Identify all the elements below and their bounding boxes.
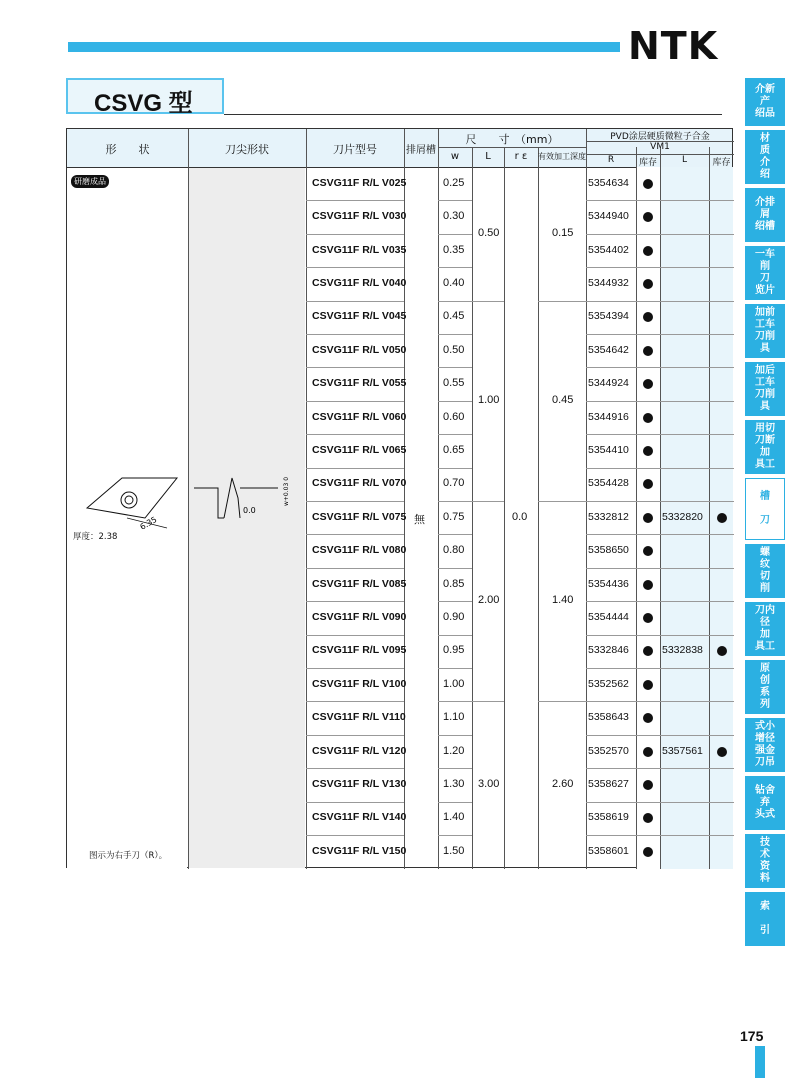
stock-R-dot xyxy=(643,446,653,456)
R-code-cell: 5358627 xyxy=(588,777,629,790)
stock-R-dot xyxy=(643,413,653,423)
w-cell: 0.60 xyxy=(443,410,465,423)
nav-item[interactable]: 用切 刀断 加 具工 xyxy=(745,420,785,474)
row-line xyxy=(306,768,404,769)
w-cell: 1.30 xyxy=(443,777,465,790)
row-line xyxy=(306,200,404,201)
row-line xyxy=(438,234,472,235)
R-code-cell: 5358619 xyxy=(588,811,629,824)
nav-item[interactable]: 加前 工车 刀削 具 xyxy=(745,304,785,358)
header-stockR: 库存 xyxy=(638,158,657,168)
R-code-cell: 5358643 xyxy=(588,711,629,724)
row-line xyxy=(586,835,734,836)
w-cell: 0.30 xyxy=(443,210,465,223)
row-line xyxy=(306,468,404,469)
col-divider xyxy=(586,129,587,869)
header-w: w xyxy=(450,151,460,162)
L-group-cell: 2.00 xyxy=(478,594,500,607)
model-cell: CSVG11F R/L V045 xyxy=(312,310,407,323)
row-line xyxy=(306,234,404,235)
row-line xyxy=(586,468,734,469)
model-cell: CSVG11F R/L V110 xyxy=(312,711,406,724)
row-line xyxy=(438,701,472,702)
nav-item[interactable]: 材 质 介 绍 xyxy=(745,130,785,184)
model-cell: CSVG11F R/L V065 xyxy=(312,443,407,456)
row-line xyxy=(586,234,734,235)
stock-R-dot xyxy=(643,279,653,289)
R-code-cell: 5354436 xyxy=(588,577,629,590)
row-line xyxy=(438,802,472,803)
row-line xyxy=(306,501,404,502)
stock-R-dot xyxy=(643,513,653,523)
model-cell: CSVG11F R/L V025 xyxy=(312,176,407,189)
row-line xyxy=(438,267,472,268)
nav-item[interactable]: 螺 纹 切 削 xyxy=(745,544,785,598)
header-chip: 排屑槽 xyxy=(406,145,436,156)
w-cell: 0.65 xyxy=(443,443,465,456)
stock-R-dot xyxy=(643,179,653,189)
L-group-cell: 3.00 xyxy=(478,777,500,790)
w-cell: 0.80 xyxy=(443,544,465,557)
header-model: 刀片型号 xyxy=(333,143,377,156)
row-line xyxy=(586,267,734,268)
row-line xyxy=(438,835,472,836)
nav-item[interactable]: 索 引 xyxy=(745,892,785,946)
header-tip-shape: 刀尖形状 xyxy=(225,143,269,156)
depth-group-cell: 1.40 xyxy=(552,594,574,607)
col-divider xyxy=(504,147,505,869)
header-stockL: 库存 xyxy=(712,158,731,168)
tip-dim-00: 0.0 xyxy=(243,506,256,515)
group-line xyxy=(472,701,504,702)
stock-R-dot xyxy=(643,246,653,256)
header-re: r ε xyxy=(514,151,528,162)
nav-item[interactable]: 介排 屑 绍槽 xyxy=(745,188,785,242)
R-code-cell: 5344932 xyxy=(588,276,629,289)
model-cell: CSVG11F R/L V150 xyxy=(312,844,407,857)
title-box xyxy=(66,78,224,117)
nav-item[interactable]: 槽 刀 xyxy=(745,478,785,540)
row-line xyxy=(586,601,734,602)
model-cell: CSVG11F R/L V130 xyxy=(312,777,407,790)
model-cell: CSVG11F R/L V085 xyxy=(312,577,407,590)
w-cell: 0.45 xyxy=(443,310,465,323)
row-line xyxy=(438,401,472,402)
row-line xyxy=(438,468,472,469)
model-cell: CSVG11F R/L V100 xyxy=(312,677,407,690)
row-line xyxy=(306,568,404,569)
row-line xyxy=(586,367,734,368)
row-line xyxy=(438,635,472,636)
stock-R-dot xyxy=(643,613,653,623)
model-cell: CSVG11F R/L V030 xyxy=(312,210,407,223)
w-cell: 0.55 xyxy=(443,377,465,390)
tip-shape-column xyxy=(188,168,305,868)
nav-item[interactable]: 钻舍 弃 头式 xyxy=(745,776,785,830)
w-cell: 1.50 xyxy=(443,844,465,857)
model-cell: CSVG11F R/L V060 xyxy=(312,410,407,423)
group-line xyxy=(538,501,586,502)
w-cell: 0.90 xyxy=(443,610,465,623)
row-line xyxy=(586,635,734,636)
re-cell: 0.0 xyxy=(512,510,528,523)
row-line xyxy=(438,501,472,502)
model-cell: CSVG11F R/L V055 xyxy=(312,377,407,390)
row-line xyxy=(586,534,734,535)
row-line xyxy=(306,835,404,836)
R-code-cell: 5354394 xyxy=(588,310,629,323)
row-line xyxy=(438,301,472,302)
row-line xyxy=(438,768,472,769)
R-code-cell: 5358650 xyxy=(588,544,629,557)
product-table xyxy=(66,128,733,868)
row-line xyxy=(306,668,404,669)
stock-R-dot xyxy=(643,747,653,757)
tip-drawing xyxy=(188,468,304,528)
nav-item[interactable]: 式小 增径 强金 刀吊 xyxy=(745,718,785,772)
nav-item[interactable]: 一车 削 刀 览片 xyxy=(745,246,785,300)
row-line xyxy=(586,301,734,302)
group-line xyxy=(538,701,586,702)
top-accent-bar xyxy=(68,42,620,52)
shape-column xyxy=(67,168,187,868)
header-R: R xyxy=(607,155,615,165)
row-line xyxy=(438,601,472,602)
R-code-cell: 5354428 xyxy=(588,477,629,490)
depth-group-cell: 0.15 xyxy=(552,226,574,239)
nav-item[interactable]: 介新 产 绍品 xyxy=(745,78,785,126)
row-line xyxy=(306,735,404,736)
row-line xyxy=(438,434,472,435)
stock-R-dot xyxy=(643,346,653,356)
col-divider xyxy=(472,147,473,869)
row-line xyxy=(586,434,734,435)
L-group-cell: 1.00 xyxy=(478,393,500,406)
right-hand-note: 图示为右手刀（R）。 xyxy=(89,851,168,861)
title-underline xyxy=(224,114,722,115)
model-cell: CSVG11F R/L V075 xyxy=(312,510,407,523)
col-divider xyxy=(404,129,405,869)
stock-R-dot xyxy=(643,580,653,590)
row-line xyxy=(306,334,404,335)
depth-group-cell: 2.60 xyxy=(552,777,574,790)
R-code-cell: 5354402 xyxy=(588,243,629,256)
page-bar xyxy=(755,1046,765,1078)
row-line xyxy=(306,267,404,268)
model-cell: CSVG11F R/L V120 xyxy=(312,744,407,757)
row-line xyxy=(306,434,404,435)
nav-item[interactable]: 原 创 系 列 xyxy=(745,660,785,714)
header-grade-title: PVD涂层硬质微粒子合金 xyxy=(610,132,710,142)
L-code-cell: 5332838 xyxy=(662,644,703,657)
header-L: L xyxy=(485,151,491,162)
stock-L-dot xyxy=(717,747,727,757)
R-code-cell: 5358601 xyxy=(588,844,629,857)
L-code-cell: 5357561 xyxy=(662,744,703,757)
row-line xyxy=(438,735,472,736)
row-line xyxy=(306,701,404,702)
row-line xyxy=(306,635,404,636)
row-line xyxy=(306,401,404,402)
R-code-cell: 5332812 xyxy=(588,510,629,523)
col-divider xyxy=(660,147,661,869)
col-divider xyxy=(188,129,189,869)
w-cell: 0.70 xyxy=(443,477,465,490)
header-shape: 形 状 xyxy=(105,143,150,156)
tip-dim-w: w+0.03 0 xyxy=(283,476,290,506)
row-line xyxy=(306,802,404,803)
nav-item[interactable]: 技 术 资 料 xyxy=(745,834,785,888)
row-line xyxy=(586,768,734,769)
w-cell: 1.00 xyxy=(443,677,465,690)
R-code-cell: 5344924 xyxy=(588,377,629,390)
row-line xyxy=(306,367,404,368)
header-depth: 有效加工深度 xyxy=(538,152,586,161)
row-line xyxy=(586,501,734,502)
R-code-cell: 5352570 xyxy=(588,744,629,757)
row-line xyxy=(306,534,404,535)
w-cell: 0.75 xyxy=(443,510,465,523)
stock-L-dot xyxy=(717,513,727,523)
row-line xyxy=(438,534,472,535)
model-cell: CSVG11F R/L V040 xyxy=(312,276,407,289)
w-cell: 1.10 xyxy=(443,711,465,724)
model-cell: CSVG11F R/L V050 xyxy=(312,343,407,356)
group-line xyxy=(472,501,504,502)
row-line xyxy=(306,601,404,602)
R-code-cell: 5352562 xyxy=(588,677,629,690)
R-code-cell: 5332846 xyxy=(588,644,629,657)
page-number: 175 xyxy=(740,1028,764,1044)
stock-R-dot xyxy=(643,680,653,690)
row-line xyxy=(438,367,472,368)
col-divider xyxy=(636,147,637,869)
model-cell: CSVG11F R/L V080 xyxy=(312,544,407,557)
header-mid-line xyxy=(438,147,586,148)
R-code-cell: 5354410 xyxy=(588,443,629,456)
model-cell: CSVG11F R/L V070 xyxy=(312,477,407,490)
stock-R-dot xyxy=(643,847,653,857)
R-code-cell: 5344940 xyxy=(588,210,629,223)
row-line xyxy=(586,334,734,335)
row-line xyxy=(586,200,734,201)
nav-item[interactable]: 刀内 径 加 具工 xyxy=(745,602,785,656)
header-dims: 尺 寸 （mm） xyxy=(465,133,559,146)
w-cell: 1.40 xyxy=(443,811,465,824)
row-line xyxy=(438,200,472,201)
header-grade: VM1 xyxy=(650,142,670,152)
row-line xyxy=(586,568,734,569)
group-line xyxy=(538,301,586,302)
header-Lcol: L xyxy=(681,155,687,165)
model-cell: CSVG11F R/L V090 xyxy=(312,610,407,623)
row-line xyxy=(586,668,734,669)
w-cell: 0.50 xyxy=(443,343,465,356)
R-code-cell: 5344916 xyxy=(588,410,629,423)
row-line xyxy=(306,301,404,302)
w-cell: 0.95 xyxy=(443,644,465,657)
R-code-cell: 5354642 xyxy=(588,343,629,356)
stock-R-dot xyxy=(643,780,653,790)
depth-group-cell: 0.45 xyxy=(552,393,574,406)
L-group-cell: 0.50 xyxy=(478,226,500,239)
model-cell: CSVG11F R/L V095 xyxy=(312,644,407,657)
col-divider xyxy=(438,129,439,869)
w-cell: 0.85 xyxy=(443,577,465,590)
w-cell: 0.25 xyxy=(443,176,465,189)
model-cell: CSVG11F R/L V140 xyxy=(312,811,407,824)
row-line xyxy=(586,401,734,402)
row-line xyxy=(438,334,472,335)
chip-cell: 無 xyxy=(414,513,425,526)
R-code-cell: 5354634 xyxy=(588,176,629,189)
w-cell: 0.35 xyxy=(443,243,465,256)
group-line xyxy=(472,301,504,302)
col-divider xyxy=(306,129,307,869)
model-cell: CSVG11F R/L V035 xyxy=(312,243,407,256)
row-line xyxy=(586,802,734,803)
L-code-cell: 5332820 xyxy=(662,510,703,523)
dim-635: 6.35 xyxy=(138,515,159,532)
col-divider xyxy=(709,147,710,869)
row-line xyxy=(586,701,734,702)
thickness-label: 厚度：2.38 xyxy=(73,532,118,542)
row-line xyxy=(438,668,472,669)
w-cell: 1.20 xyxy=(443,744,465,757)
w-cell: 0.40 xyxy=(443,276,465,289)
nav-item[interactable]: 加后 工车 刀削 具 xyxy=(745,362,785,416)
R-code-cell: 5354444 xyxy=(588,610,629,623)
col-divider xyxy=(538,147,539,869)
page-title: CSVG 型 xyxy=(94,90,193,117)
ground-badge: 研磨成品 xyxy=(71,175,109,188)
row-line xyxy=(586,735,734,736)
brand-logo: NTK xyxy=(628,24,719,68)
row-line xyxy=(438,568,472,569)
